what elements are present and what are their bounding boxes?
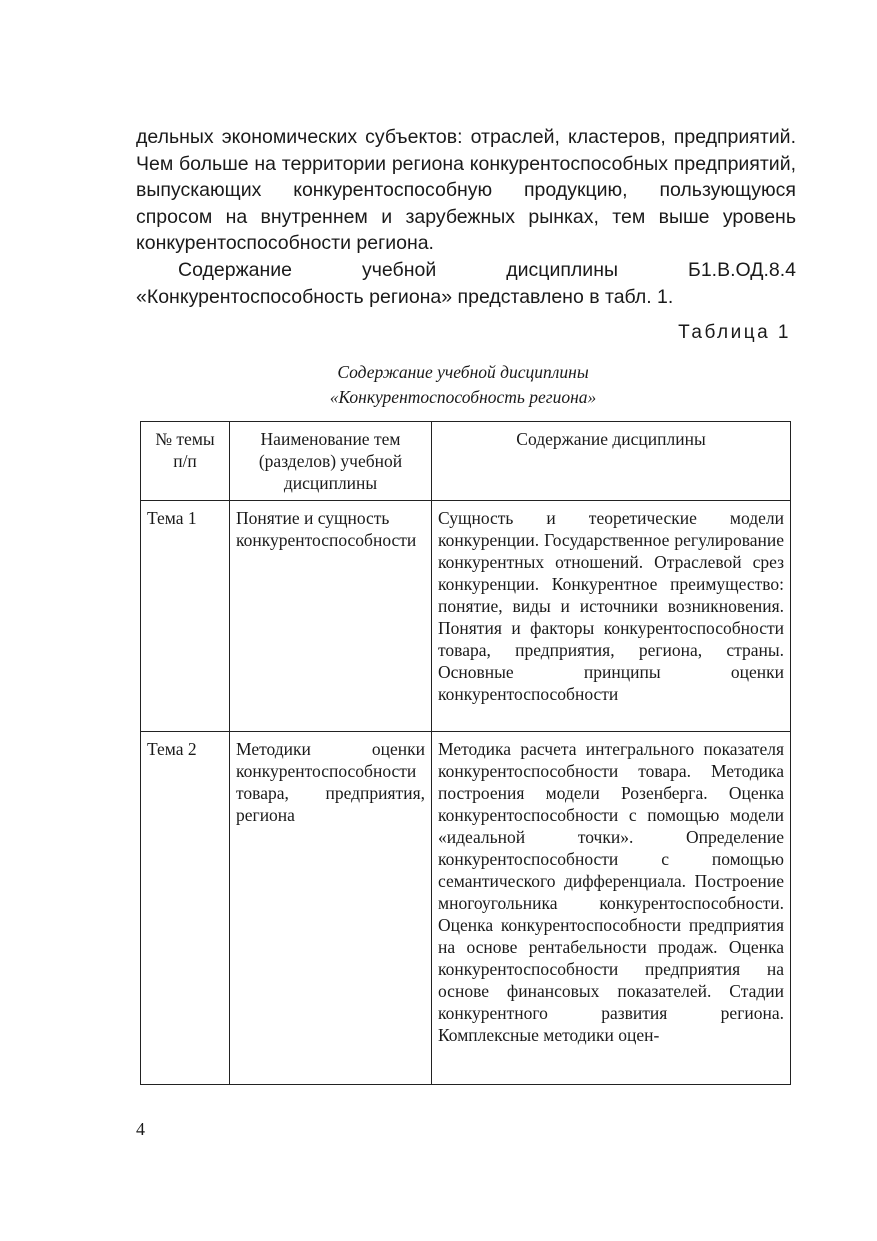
paragraph-table-reference: Содержание учебной дисциплины Б1.В.ОД.8.4 «Конкурентоспособность региона» представлено в табл. 1. [136,258,796,308]
table-caption-line-1: Содержание учебной дисциплины [337,362,589,382]
table-row [141,732,791,1085]
table-caption [136,360,790,410]
table-number-label: Таблица 1 [678,322,791,343]
topic-content-cell: Сущность и теоретические модели конкуренции. Государственное регулирование конкурентных отношений. Отраслевой срез конкуренции. Конкурентное преимущество: понятие, виды и источники возникновения. Понятия и факторы конкурентоспособности товара, предприятия, региона, страны. Основные принципы оценки конкурентоспособности [432,501,791,732]
topic-name-cell: Методики оценки конкурентоспособности товара, предприятия, региона [230,732,432,1085]
topic-number-cell: Тема 1 [141,501,230,732]
header-topic-number: № темы п/п [141,422,230,501]
header-content: Содержание дисциплины [432,422,791,501]
topic-name-cell: Понятие и сущность конкурентоспособности [230,501,432,732]
topic-content-cell: Методика расчета интегрального показателя конкурентоспособности товара. Методика построения модели Розенберга. Оценка конкурентоспособности с помощью модели «идеальной точки». Определение конкурентоспособности с помощью семантического дифференциала. Построение многоугольника конкурентоспособности. Оценка конкурентоспособности предприятия на основе рентабельности продаж. Оценка конкурентоспособности предприятия на основе финансовых показателей. Стадии конкурентного развития региона. Комплексные методики оцен- [432,732,791,1085]
paragraph-continuation: дельных экономических субъектов: отраслей, кластеров, предприятий. Чем больше на территории региона конкурентоспособных предприятий, выпускающих конкурентоспособную продукцию, пользующуюся спросом на внутреннем и зарубежных рынках, тем выше уровень конкурентоспособности региона. [136,126,796,255]
page-number: 4 [136,1119,145,1139]
table-row [141,501,791,732]
table-header-row [141,422,791,501]
topic-number-cell: Тема 2 [141,732,230,1085]
table-caption-line-2: «Конкурентоспособность региона» [329,387,597,407]
discipline-content-table [140,421,791,1085]
body-text [136,124,796,310]
header-topic-name: Наименование тем (разделов) учебной дисциплины [230,422,432,501]
